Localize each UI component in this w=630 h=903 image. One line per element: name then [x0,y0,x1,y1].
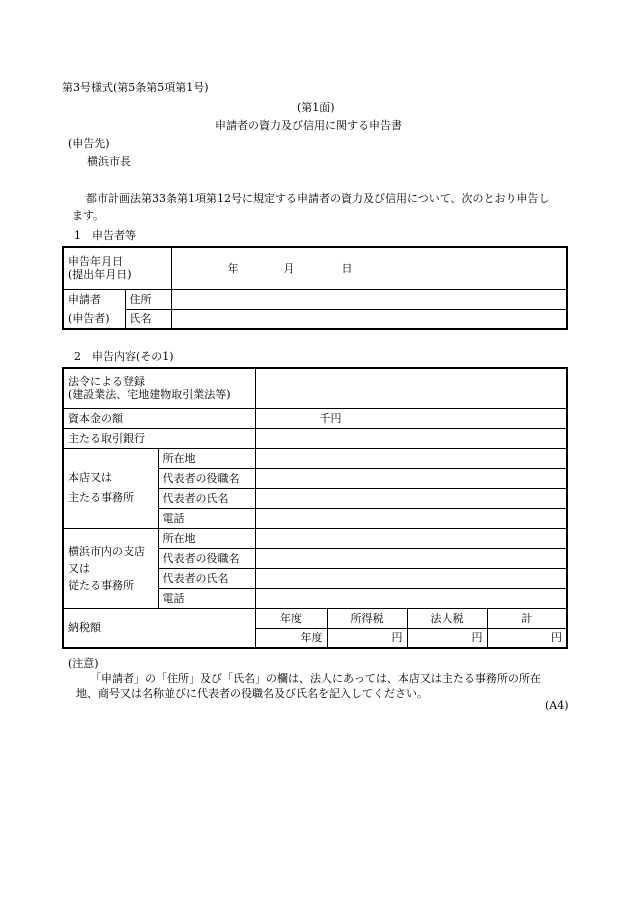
bank-label: 主たる取引銀行 [63,428,255,448]
branch-location-field[interactable] [255,528,567,548]
head-office-rep-title-label: 代表者の役職名 [158,468,255,488]
year-label: 年 [227,262,239,275]
capital-label: 資本金の額 [63,408,255,428]
registration-field[interactable] [255,368,567,408]
date-field[interactable] [171,247,567,289]
branch-label-sub1: 又は [68,561,90,575]
page-label: (第1面) [297,101,335,114]
head-office-label-cell [63,448,158,528]
name-field[interactable] [171,309,567,329]
head-office-rep-name-label: 代表者の氏名 [158,488,255,508]
note-paragraph [76,671,576,701]
name-label: 氏名 [125,309,171,329]
section1-heading: 1 申告者等 [74,229,136,242]
tax-header-income: 所得税 [327,608,407,628]
note-label: (注意) [68,657,99,670]
branch-label-sub2: 従たる事務所 [68,578,134,592]
bank-field[interactable] [255,428,567,448]
note-line-2: 地、商号又は名称並びに代表者の役職名及び氏名を記入してください。 [76,687,428,700]
applicant-label-sub: (申告者) [68,311,110,325]
applicant-table [62,246,568,330]
head-office-phone-label: 電話 [158,508,255,528]
head-office-phone-field[interactable] [255,508,567,528]
tax-header-total: 計 [487,608,567,628]
tax-header-corporate: 法人税 [407,608,487,628]
day-label: 日 [341,262,353,275]
branch-rep-title-field[interactable] [255,548,567,568]
month-label: 月 [283,262,295,275]
branch-phone-label: 電話 [158,588,255,608]
branch-label: 横浜市内の支店 [68,544,145,558]
branch-phone-field[interactable] [255,588,567,608]
head-office-label-sub: 主たる事務所 [68,491,134,504]
intro-line-2: ます。 [72,209,105,222]
date-label-sub: (提出年月日) [68,268,132,282]
address-label: 住所 [125,289,171,309]
tax-label: 納税額 [63,608,255,648]
tax-income-field[interactable]: 円 [327,628,407,648]
addressee: 横浜市長 [87,155,131,168]
intro-line-1: 都市計画法第33条第1項第12号に規定する申請者の資力及び信用について、次のとおり申告し [86,192,550,205]
branch-location-label: 所在地 [158,528,255,548]
registration-label-sub: (建設業法、宅地建物取引業法等) [68,388,231,402]
declaration-table [62,367,568,649]
address-field[interactable] [171,289,567,309]
addressee-label: (申告先) [68,137,110,150]
applicant-label-cell [63,289,125,329]
registration-label-cell [63,368,255,408]
tax-year-field[interactable]: 年度 [255,628,327,648]
head-office-rep-title-field[interactable] [255,468,567,488]
head-office-label: 本店又は [68,471,112,484]
tax-corporate-field[interactable]: 円 [407,628,487,648]
intro-paragraph [62,190,582,224]
paper-size: (A4) [545,699,569,712]
head-office-rep-name-field[interactable] [255,488,567,508]
tax-total-field[interactable]: 円 [487,628,567,648]
form-title: 申請者の資力及び信用に関する申告書 [215,119,402,132]
branch-rep-name-label: 代表者の氏名 [158,568,255,588]
branch-rep-name-field[interactable] [255,568,567,588]
section2-heading: 2 申告内容(その1) [74,350,174,363]
date-label-cell [63,247,171,289]
form-number: 第3号様式(第5条第5項第1号) [62,81,209,94]
applicant-label: 申請者 [68,292,101,306]
note-line-1: 「申請者」の「住所」及び「氏名」の欄は、法人にあっては、本店又は主たる事務所の所在 [90,672,541,685]
branch-rep-title-label: 代表者の役職名 [158,548,255,568]
capital-unit: 千円 [319,411,342,425]
tax-header-year: 年度 [255,608,327,628]
capital-field[interactable] [255,408,567,428]
head-office-location-label: 所在地 [158,448,255,468]
date-label: 申告年月日 [68,255,123,269]
head-office-location-field[interactable] [255,448,567,468]
branch-label-cell [63,528,158,608]
registration-label: 法令による登録 [68,375,145,389]
